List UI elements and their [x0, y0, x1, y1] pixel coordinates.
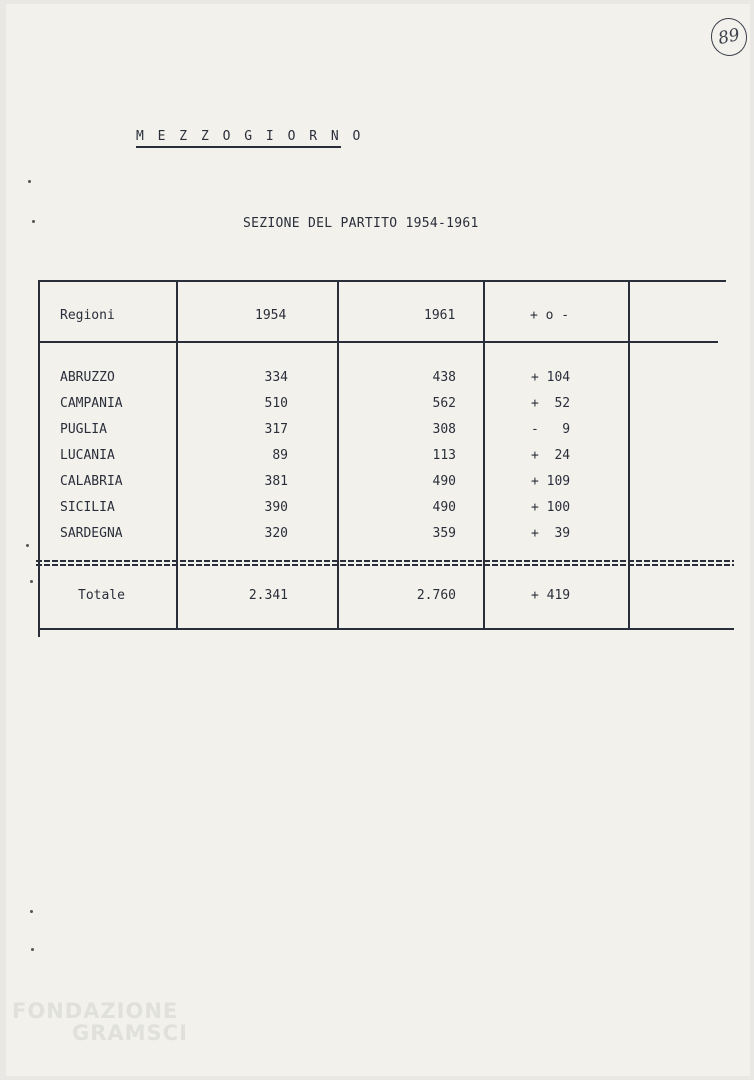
table-row-1961: 562 [432, 396, 456, 411]
table-top-border [40, 280, 726, 282]
table-row-region: CAMPANIA [60, 396, 123, 411]
watermark-line-1: FONDAZIONE [12, 999, 179, 1023]
archive-watermark [12, 1000, 188, 1044]
table-row-1961: 490 [432, 474, 456, 489]
table-row-1961: 359 [432, 526, 456, 541]
table-row-1954: 390 [264, 500, 288, 515]
column-divider [337, 280, 339, 630]
heading-underline [136, 146, 341, 148]
column-divider [483, 280, 485, 630]
margin-speck [26, 544, 29, 547]
header-1961: 1961 [424, 308, 456, 323]
table-row-1961: 490 [432, 500, 456, 515]
margin-speck [30, 910, 33, 913]
margin-speck [32, 220, 35, 223]
margin-speck [30, 580, 33, 583]
table-row-region: CALABRIA [60, 474, 123, 489]
table-row-change: + 24 [531, 448, 571, 463]
margin-speck [28, 180, 31, 183]
table-row-1954: 510 [264, 396, 288, 411]
table-row-change: + 52 [531, 396, 571, 411]
table-row-1961: 438 [432, 370, 456, 385]
column-divider [628, 280, 630, 630]
table-row-1961: 113 [432, 448, 456, 463]
total-label: Totale [78, 588, 125, 603]
table-row-region: ABRUZZO [60, 370, 115, 385]
header-change: + o - [530, 308, 570, 323]
margin-speck [31, 948, 34, 951]
table-bottom-border [40, 628, 734, 630]
table-row-region: LUCANIA [60, 448, 115, 463]
table-row-change: + 39 [531, 526, 571, 541]
table-row-region: SARDEGNA [60, 526, 123, 541]
table-row-1954: 320 [264, 526, 288, 541]
table-row-change: + 109 [531, 474, 571, 489]
table-row-region: PUGLIA [60, 422, 107, 437]
table-row-change: + 100 [531, 500, 571, 515]
table-row-1954: 334 [264, 370, 288, 385]
table-row-change: - 9 [531, 422, 571, 437]
table-row-region: SICILIA [60, 500, 115, 515]
total-1961: 2.760 [416, 588, 456, 603]
watermark-line-2: GRAMSCI [72, 1021, 188, 1045]
column-divider [38, 280, 40, 637]
table-row-1961: 308 [432, 422, 456, 437]
header-bottom-border [40, 341, 718, 343]
table-row-1954: 381 [264, 474, 288, 489]
page-number: 89 [707, 15, 750, 60]
header-regioni: Regioni [60, 308, 115, 323]
table-row-change: + 104 [531, 370, 571, 385]
table-row-1954: 89 [272, 448, 288, 463]
table-title: SEZIONE DEL PARTITO 1954-1961 [243, 216, 479, 231]
header-1954: 1954 [255, 308, 287, 323]
document-heading: M E Z Z O G I O R N O [136, 129, 364, 144]
total-change: + 419 [531, 588, 571, 603]
document-page [6, 4, 750, 1076]
column-divider [176, 280, 178, 630]
table-row-1954: 317 [264, 422, 288, 437]
total-1954: 2.341 [248, 588, 288, 603]
